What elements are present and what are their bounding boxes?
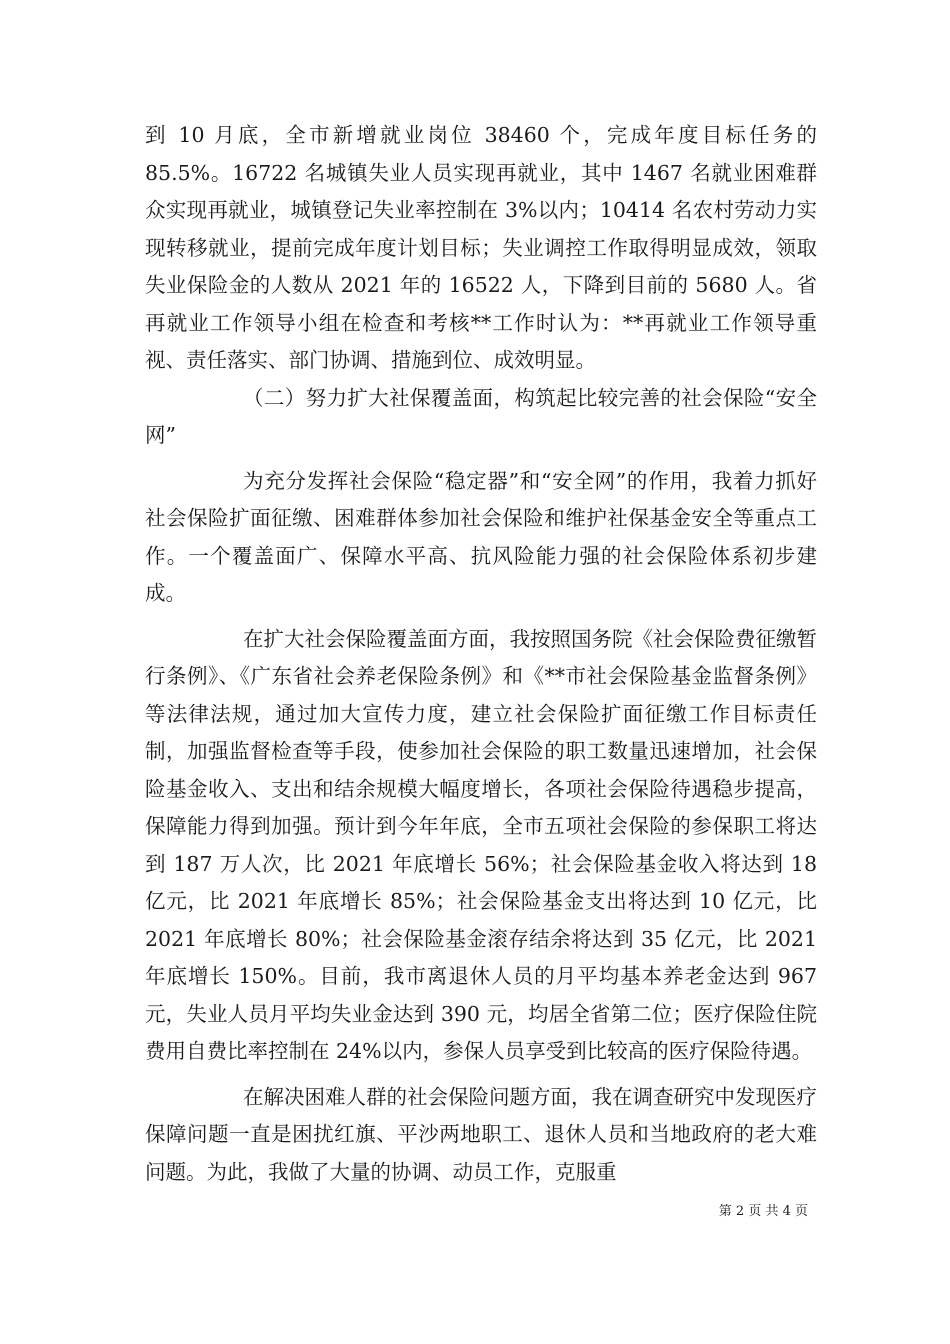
paragraph-coverage-expansion: 在扩大社会保险覆盖面方面，我按照国务院《社会保险费征缴暂行条例》、《广东省社会养老保险条例》和《**市社会保险基金监督条例》等法律法规，通过加大宣传力度，建立社会保险扩面征缴工作目标责任制，加强监督检查等手段，使参加社会保险的职工数量迅速增加，社会保险基金收入、支出和结余规模大幅度增长，各项社会保险待遇稳步提高，保障能力得到加强。预计到今年年底，全市五项社会保险的参保职工将达到 187 万人次，比 2021 年底增长 56%；社会保险基金收入将达到 18 亿元，比 2021 年底增长 85%；社会保险基金支出将达到 10 亿元，比 2021 年底增长 80%；社会保险基金滚存结余将达到 35 亿元，比 2021 年底增长 150%。目前，我市离退休人员的月平均基本养老金达到 967 元，失业人员月平均失业金达到 390 元，均居全省第二位；医疗保险住院费用自费比率控制在 24%以内，参保人员享受到比较高的医疗保险待遇。 <box>145 626 817 1063</box>
paragraph-safety-net: 为充分发挥社会保险“稳定器”和“安全网”的作用，我着力抓好社会保险扩面征缴、困难群体参加社会保险和维护社保基金安全等重点工作。一个覆盖面广、保障水平高、抗风险能力强的社会保险体系初步建成。 <box>145 468 817 605</box>
paragraph-difficult-groups: 在解决困难人群的社会保险问题方面，我在调查研究中发现医疗保障问题一直是困扰红旗、平沙两地职工、退休人员和当地政府的老大难问题。为此，我做了大量的协调、动员工作，克服重 <box>145 1084 817 1184</box>
paragraph-employment: 到 10 月底，全市新增就业岗位 38460 个，完成年度目标任务的 85.5%。16722 名城镇失业人员实现再就业，其中 1467 名就业困难群众实现再就业，城镇登记失业率控制在 3%以内；10414 名农村劳动力实现转移就业，提前完成年度计划目标；失业调控工作取得明显成效，领取失业保险金的人数从 2021 年的 16522 人，下降到目前的 5680 人。省再就业工作领导小组在检查和考核**工作时认为：**再就业工作领导重视、责任落实、部门协调、措施到位、成效明显。 <box>145 123 817 372</box>
section-heading-social-insurance: （二）努力扩大社保覆盖面，构筑起比较完善的社会保险“安全网” <box>145 385 817 447</box>
document-body <box>145 117 817 1191</box>
page-number-footer: 第 2 页 共 4 页 <box>718 1204 808 1219</box>
